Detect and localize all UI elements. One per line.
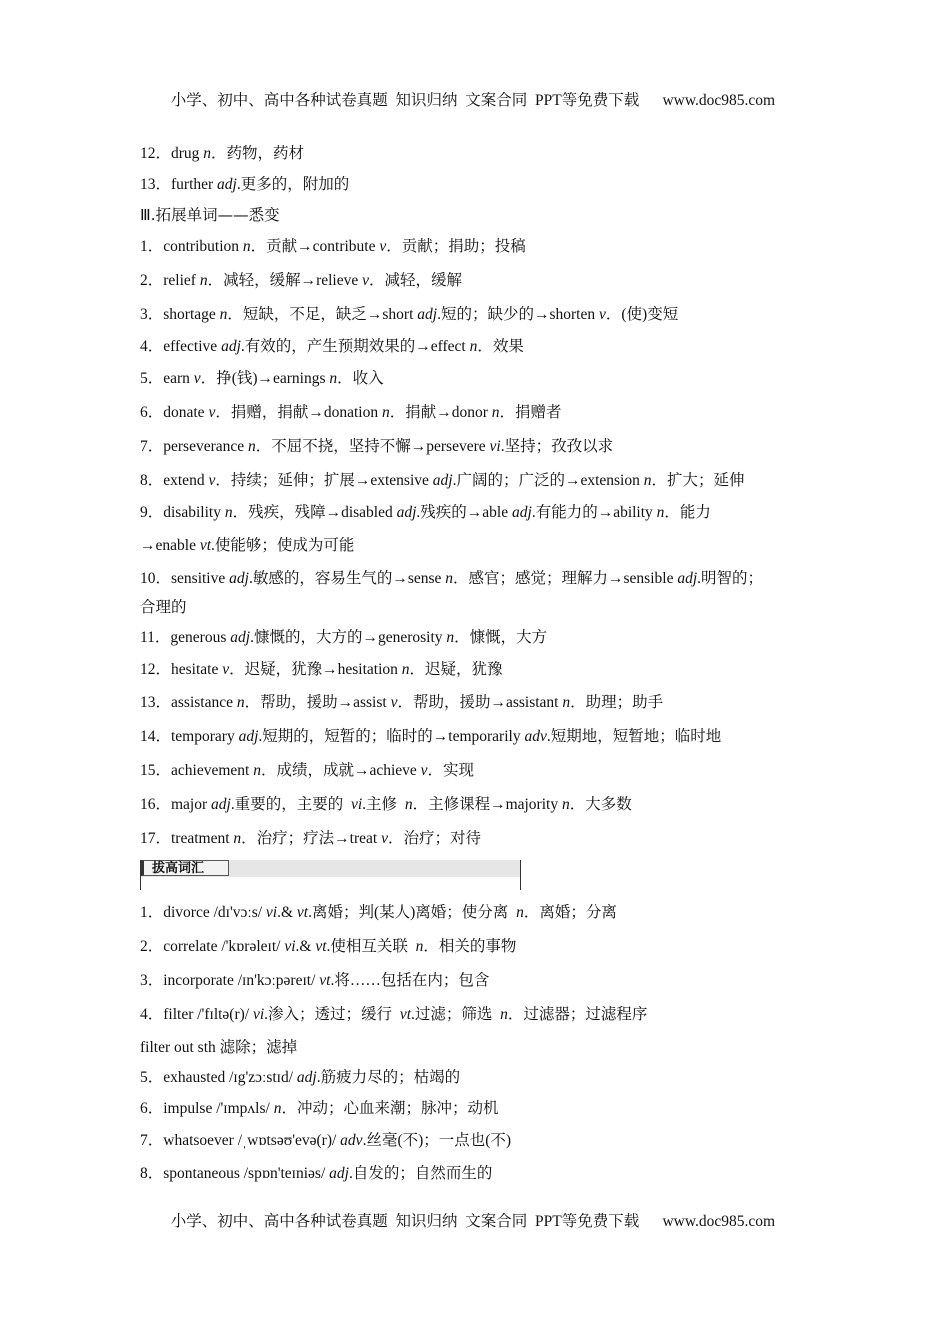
part-of-speech: adj bbox=[417, 306, 438, 323]
line-text: 16．major bbox=[140, 796, 212, 813]
line-text: ．实现 bbox=[427, 762, 475, 779]
part-of-speech: adj bbox=[512, 504, 532, 521]
part-of-speech: adj bbox=[432, 472, 453, 489]
line-text: ．减轻，缓解 bbox=[369, 272, 463, 289]
line-text: .敏感的，容易生气的→sense bbox=[248, 570, 446, 587]
part-of-speech: n bbox=[233, 830, 242, 847]
vocab-line bbox=[140, 569, 763, 589]
part-of-speech: vi bbox=[252, 1006, 265, 1023]
line-text: 5．earn bbox=[140, 370, 194, 387]
vocab-line bbox=[140, 337, 524, 357]
part-of-speech: n bbox=[445, 570, 454, 587]
header-site: www.doc985.com bbox=[662, 92, 776, 109]
part-of-speech: n bbox=[404, 796, 413, 813]
line-text: ．帮助，援助→assist bbox=[244, 694, 391, 711]
part-of-speech: n bbox=[562, 694, 571, 711]
part-of-speech: vt bbox=[319, 972, 331, 989]
line-text: ．助理；助手 bbox=[570, 694, 664, 711]
line-text: ．离婚；分离 bbox=[523, 904, 617, 921]
vocab-line bbox=[140, 1099, 498, 1119]
part-of-speech: n bbox=[643, 472, 652, 489]
line-text: ．迟疑，犹豫→hesitation bbox=[229, 661, 402, 678]
line-text: 15．achievement bbox=[140, 762, 254, 779]
line-text: .离婚；判(某人)离婚；使分离 bbox=[308, 904, 517, 921]
vocab-line bbox=[140, 205, 280, 225]
part-of-speech: n bbox=[415, 938, 424, 955]
line-text: ．治疗；疗法→treat bbox=[241, 830, 382, 847]
line-text: .有效的，产生预期效果的→effect bbox=[240, 338, 470, 355]
part-of-speech: adj bbox=[329, 1165, 349, 1182]
part-of-speech: adv bbox=[524, 728, 547, 745]
part-of-speech: v bbox=[208, 472, 216, 489]
line-text: 7．perseverance bbox=[140, 438, 249, 455]
part-of-speech: vt bbox=[199, 537, 212, 554]
line-text: 9．disability bbox=[140, 504, 225, 521]
part-of-speech: n bbox=[381, 404, 390, 421]
line-text: ．能力 bbox=[664, 504, 711, 521]
line-text: 5．exhausted /ɪg'zɔːstɪd/ bbox=[140, 1069, 297, 1086]
line-text: .坚持；孜孜以求 bbox=[500, 438, 614, 455]
line-text: .更多的，附加的 bbox=[236, 176, 350, 193]
vocab-line bbox=[140, 369, 384, 389]
part-of-speech: v bbox=[193, 370, 201, 387]
line-text: 2．correlate /'kɒrəleɪt/ bbox=[140, 938, 285, 955]
part-of-speech: n bbox=[500, 1006, 508, 1023]
vocab-line bbox=[140, 761, 474, 781]
line-text: 2．relief bbox=[140, 272, 200, 289]
vocab-line bbox=[140, 305, 678, 325]
part-of-speech: n bbox=[273, 1100, 282, 1117]
line-text: ．主修课程→majority bbox=[412, 796, 562, 813]
part-of-speech: n bbox=[561, 796, 570, 813]
line-text: .广阔的；广泛的→extension bbox=[452, 472, 644, 489]
line-text: .渗入；透过；缓行 bbox=[264, 1006, 400, 1023]
line-text: .重要的，主要的 bbox=[230, 796, 351, 813]
line-text: ．贡献→contribute bbox=[250, 238, 380, 255]
line-text: .短的；缺少的→shorten bbox=[437, 306, 599, 323]
line-text: filter out sth 滤除；滤掉 bbox=[140, 1039, 298, 1056]
vocab-line bbox=[140, 1068, 460, 1088]
line-text: ．慷慨，大方 bbox=[454, 629, 548, 646]
part-of-speech: n bbox=[491, 404, 500, 421]
vocab-line bbox=[140, 903, 617, 923]
part-of-speech: v bbox=[222, 661, 230, 678]
line-text: .丝毫(不)；一点也(不) bbox=[362, 1132, 512, 1149]
part-of-speech: adj bbox=[217, 176, 237, 193]
vocab-line bbox=[140, 693, 663, 713]
section-box-label: 拔高词汇 bbox=[141, 860, 229, 876]
vocab-line bbox=[140, 1038, 297, 1058]
line-text: ．挣(钱)→earnings bbox=[200, 370, 330, 387]
line-text: 17．treatment bbox=[140, 830, 234, 847]
line-text: ．扩大；延伸 bbox=[651, 472, 745, 489]
line-text: .将……包括在内；包含 bbox=[330, 972, 490, 989]
line-text: ．过滤器；过滤程序 bbox=[507, 1006, 648, 1023]
line-text: 1．divorce /dɪ'vɔːs/ bbox=[140, 904, 266, 921]
vocab-line bbox=[140, 937, 516, 957]
part-of-speech: n bbox=[253, 762, 261, 779]
part-of-speech: v bbox=[379, 238, 387, 255]
line-text: .使能够；使成为可能 bbox=[211, 537, 355, 554]
line-text: ．治疗；对待 bbox=[387, 830, 481, 847]
part-of-speech: vi bbox=[350, 796, 363, 813]
footer-text: 小学、初中、高中各种试卷真题 知识归纳 文案合同 PPT等免费下载 bbox=[170, 1213, 640, 1230]
vocab-line bbox=[140, 503, 711, 523]
line-text: ．大多数 bbox=[569, 796, 632, 813]
vocab-line bbox=[140, 971, 489, 991]
line-text: 4．filter /'fɪltə(r)/ bbox=[140, 1006, 253, 1023]
part-of-speech: n bbox=[224, 504, 233, 521]
part-of-speech: n bbox=[656, 504, 665, 521]
vocab-line bbox=[140, 598, 187, 618]
line-text: 6．donate bbox=[140, 404, 209, 421]
part-of-speech: v bbox=[208, 404, 216, 421]
vocab-line bbox=[140, 237, 526, 257]
vocab-line bbox=[140, 660, 503, 680]
vocab-line bbox=[140, 628, 547, 648]
line-text: ．短缺，不足，缺乏→short bbox=[227, 306, 418, 323]
line-text: 1．contribution bbox=[140, 238, 243, 255]
line-text: 8．extend bbox=[140, 472, 209, 489]
line-text: ．贡献；捐助；投稿 bbox=[386, 238, 526, 255]
part-of-speech: adj bbox=[296, 1069, 317, 1086]
part-of-speech: adj bbox=[677, 570, 698, 587]
line-text: ．相关的事物 bbox=[423, 938, 517, 955]
header-text: 小学、初中、高中各种试卷真题 知识归纳 文案合同 PPT等免费下载 bbox=[170, 92, 640, 109]
vocab-line bbox=[140, 795, 632, 815]
part-of-speech: v bbox=[390, 694, 398, 711]
line-text: .筋疲力尽的；枯竭的 bbox=[316, 1069, 461, 1086]
part-of-speech: adj bbox=[229, 570, 249, 587]
line-text: 13．further bbox=[140, 176, 218, 193]
line-text: ．药物，药材 bbox=[211, 145, 305, 162]
line-text: 12．hesitate bbox=[140, 661, 223, 678]
line-text: 3．shortage bbox=[140, 306, 220, 323]
part-of-speech: v bbox=[420, 762, 428, 779]
part-of-speech: adj bbox=[211, 796, 231, 813]
line-text: 6．impulse /'ɪmpʌls/ bbox=[140, 1100, 274, 1117]
vocab-line bbox=[140, 437, 613, 457]
part-of-speech: adj bbox=[230, 629, 251, 646]
line-text: ．残疾，残障→disabled bbox=[232, 504, 397, 521]
vocab-line bbox=[140, 175, 349, 195]
vocab-line bbox=[140, 403, 562, 423]
vocab-line bbox=[140, 271, 462, 291]
line-text: .短期地，短暂地；临时地 bbox=[546, 728, 722, 745]
part-of-speech: adv bbox=[340, 1132, 363, 1149]
part-of-speech: n bbox=[203, 145, 212, 162]
vocab-line bbox=[140, 536, 354, 556]
line-text: ．感官；感觉；理解力→sensible bbox=[453, 570, 678, 587]
line-text: 3．incorporate /ɪn'kɔːpəreɪt/ bbox=[140, 972, 320, 989]
part-of-speech: vt bbox=[296, 904, 309, 921]
vocab-line bbox=[140, 1164, 492, 1184]
line-text: .& bbox=[277, 904, 297, 921]
line-text: .有能力的→ability bbox=[531, 504, 657, 521]
part-of-speech: v bbox=[362, 272, 370, 289]
vocab-line bbox=[140, 727, 721, 747]
vocab-line bbox=[140, 1005, 647, 1025]
line-text: 10．sensitive bbox=[140, 570, 230, 587]
line-text: ．收入 bbox=[337, 370, 384, 387]
line-text: ．效果 bbox=[477, 338, 524, 355]
vocab-line bbox=[140, 1131, 511, 1151]
line-text: ．成绩，成就→achieve bbox=[260, 762, 421, 779]
line-text: 合理的 bbox=[140, 599, 187, 616]
part-of-speech: vi bbox=[489, 438, 501, 455]
vocab-line bbox=[140, 471, 745, 491]
page-footer bbox=[163, 1191, 775, 1231]
line-text: ．(使)变短 bbox=[605, 306, 679, 323]
part-of-speech: vi bbox=[284, 938, 296, 955]
part-of-speech: n bbox=[446, 629, 455, 646]
part-of-speech: vi bbox=[265, 904, 278, 921]
page-header bbox=[163, 70, 775, 110]
line-text: ．帮助，援助→assistant bbox=[397, 694, 563, 711]
part-of-speech: vt bbox=[315, 938, 327, 955]
line-text: ．捐献→donor bbox=[389, 404, 492, 421]
part-of-speech: adj bbox=[396, 504, 417, 521]
line-text: 11．generous bbox=[140, 629, 231, 646]
line-text: ．减轻，缓解→relieve bbox=[207, 272, 363, 289]
line-text: ．迟疑，犹豫 bbox=[409, 661, 503, 678]
line-text: .明智的； bbox=[697, 570, 764, 587]
line-text: .使相互关联 bbox=[326, 938, 416, 955]
part-of-speech: v bbox=[598, 306, 606, 323]
line-text: 7．whatsoever /ˌwɒtsəʊ'evə(r)/ bbox=[140, 1132, 341, 1149]
part-of-speech: n bbox=[199, 272, 208, 289]
line-text: 8．spontaneous /spɒn'teɪniəs/ bbox=[140, 1165, 330, 1182]
line-text: 13．assistance bbox=[140, 694, 237, 711]
line-text: 12．drug bbox=[140, 145, 204, 162]
part-of-speech: n bbox=[516, 904, 524, 921]
line-text: ．持续；延伸；扩展→extensive bbox=[215, 472, 433, 489]
part-of-speech: n bbox=[401, 661, 410, 678]
line-text: .残疾的→able bbox=[416, 504, 512, 521]
vocab-line bbox=[140, 144, 304, 164]
line-text: .主修 bbox=[362, 796, 405, 813]
line-text: Ⅲ.拓展单词——悉变 bbox=[140, 206, 280, 224]
vocab-line bbox=[140, 829, 481, 849]
part-of-speech: n bbox=[329, 370, 338, 387]
line-text: .短期的，短暂的；临时的→temporarily bbox=[258, 728, 525, 745]
part-of-speech: vt bbox=[399, 1006, 411, 1023]
footer-site: www.doc985.com bbox=[662, 1213, 776, 1230]
part-of-speech: adj bbox=[221, 338, 241, 355]
line-text: ．不屈不挠，坚持不懈→persevere bbox=[255, 438, 490, 455]
line-text: .慷慨的，大方的→generosity bbox=[250, 629, 447, 646]
part-of-speech: n bbox=[236, 694, 245, 711]
part-of-speech: n bbox=[242, 238, 251, 255]
section-box bbox=[140, 860, 521, 890]
part-of-speech: n bbox=[219, 306, 228, 323]
part-of-speech: v bbox=[381, 830, 388, 847]
line-text: .& bbox=[295, 938, 316, 955]
line-text: ．捐赠者 bbox=[499, 404, 562, 421]
part-of-speech: adj bbox=[238, 728, 259, 745]
line-text: 14．temporary bbox=[140, 728, 239, 745]
line-text: →enable bbox=[140, 537, 200, 554]
line-text: ．捐赠，捐献→donation bbox=[215, 404, 382, 421]
line-text: .自发的；自然而生的 bbox=[348, 1165, 493, 1182]
line-text: ．冲动；心血来潮；脉冲；动机 bbox=[281, 1100, 499, 1117]
line-text: 4．effective bbox=[140, 338, 222, 355]
part-of-speech: n bbox=[248, 438, 256, 455]
part-of-speech: n bbox=[469, 338, 478, 355]
line-text: .过滤；筛选 bbox=[411, 1006, 501, 1023]
